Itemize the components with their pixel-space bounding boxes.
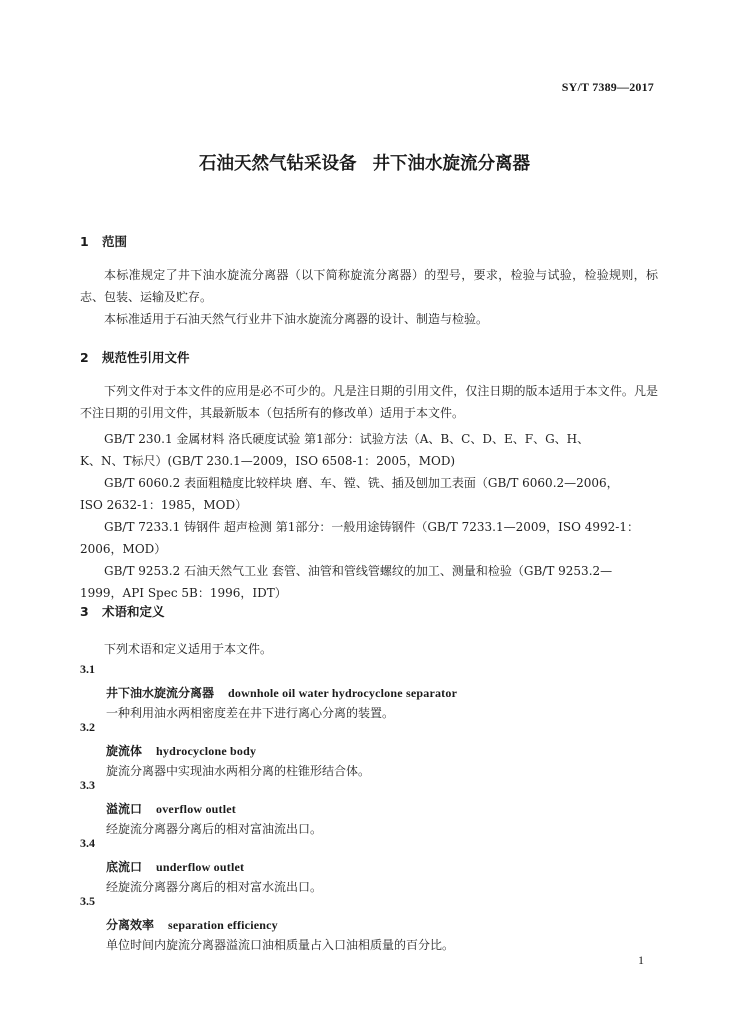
term-name-en: separation efficiency [168, 918, 278, 932]
reference-item-2-line-2: ISO 2632-1：1985，MOD） [80, 498, 248, 512]
document-title: 石油天然气钻采设备 井下油水旋流分离器 [198, 154, 531, 174]
term-name-zh: 底流口 [106, 860, 143, 874]
section-number: 1 [80, 234, 89, 249]
term-definition: 经旋流分离器分离后的相对富油流出口。 [106, 822, 323, 836]
reference-item-3-line-2: 2006，MOD） [80, 542, 167, 556]
term-name-en: downhole oil water hydrocyclone separator [228, 686, 458, 700]
term-definition: 一种利用油水两相密度差在井下进行离心分离的装置。 [106, 706, 395, 720]
term-number: 3.4 [80, 836, 95, 850]
scope-paragraph-2: 本标准适用于石油天然气行业井下油水旋流分离器的设计、制造与检验。 [104, 312, 489, 326]
term-number: 3.1 [80, 662, 95, 676]
term-name [106, 858, 244, 875]
term-name-en: overflow outlet [156, 802, 236, 816]
reference-item-3-line-1: GB/T 7233.1 铸钢件 超声检测 第1部分：一般用途铸钢件（GB/T 7233.1—2009，ISO 4992-1： [104, 520, 639, 534]
section-heading-terms [80, 602, 165, 620]
term-definition: 旋流分离器中实现油水两相分离的柱锥形结合体。 [106, 764, 371, 778]
term-name-zh: 旋流体 [106, 744, 143, 758]
term-number: 3.3 [80, 778, 95, 792]
reference-item-4-line-2: 1999，API Spec 5B：1996，IDT） [80, 586, 287, 600]
term-name-zh: 井下油水旋流分离器 [106, 686, 215, 700]
section-number: 2 [80, 350, 89, 365]
reference-item-2-line-1: GB/T 6060.2 表面粗糙度比较样块 磨、车、镗、铣、插及刨加工表面（GB/T 6060.2—2006， [104, 476, 619, 490]
term-name [106, 916, 278, 933]
section-title: 规范性引用文件 [102, 350, 190, 365]
term-name-en: hydrocyclone body [156, 744, 257, 758]
section-heading-references [80, 348, 190, 366]
section-heading-scope [80, 232, 127, 250]
reference-item-4-line-1: GB/T 9253.2 石油天然气工业 套管、油管和管线管螺纹的加工、测量和检验（GB/T 9253.2— [104, 564, 613, 578]
term-name [106, 800, 236, 817]
term-name [106, 742, 256, 759]
term-name-en: underflow outlet [156, 860, 245, 874]
term-number: 3.2 [80, 720, 95, 734]
term-definition: 单位时间内旋流分离器溢流口油相质量占入口油相质量的百分比。 [106, 938, 455, 952]
section-title: 术语和定义 [102, 604, 165, 619]
term-number: 3.5 [80, 894, 95, 908]
standard-number: SY/T 7389—2017 [561, 80, 654, 94]
page-number: 1 [638, 953, 644, 967]
terms-intro: 下列术语和定义适用于本文件。 [104, 642, 273, 656]
reference-item-1-line-1: GB/T 230.1 金属材料 洛氏硬度试验 第1部分：试验方法（A、B、C、D、E、F、G、H、 [104, 432, 590, 446]
reference-item-1-line-2: K、N、T标尺）(GB/T 230.1—2009，ISO 6508-1：2005，MOD) [80, 454, 456, 468]
term-name [106, 684, 457, 701]
scope-paragraph-1: 本标准规定了井下油水旋流分离器（以下简称旋流分离器）的型号，要求，检验与试验，检验规则，标志、包装、运输及贮存。 [80, 268, 658, 304]
section-title: 范围 [102, 234, 128, 249]
term-name-zh: 溢流口 [106, 802, 143, 816]
section-number: 3 [80, 604, 89, 619]
references-intro: 下列文件对于本文件的应用是必不可少的。凡是注日期的引用文件，仅注日期的版本适用于本文件。凡是不注日期的引用文件，其最新版本（包括所有的修改单）适用于本文件。 [80, 384, 658, 420]
term-definition: 经旋流分离器分离后的相对富水流出口。 [106, 880, 323, 894]
term-name-zh: 分离效率 [106, 918, 155, 932]
